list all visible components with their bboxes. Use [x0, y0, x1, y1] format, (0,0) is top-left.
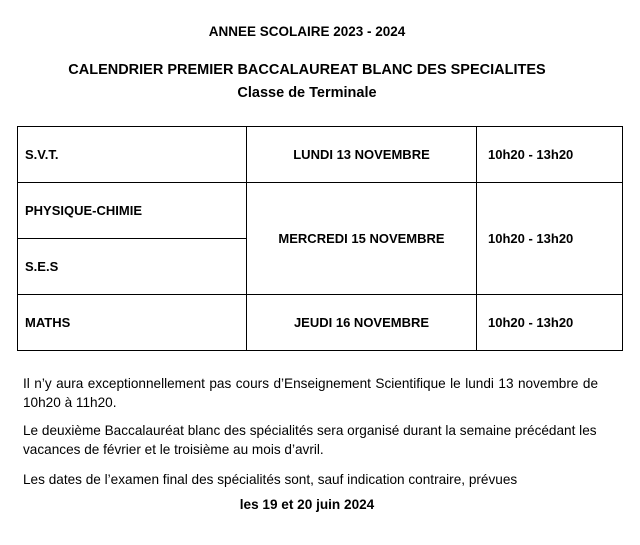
date-cell: LUNDI 13 NOVEMBRE [247, 127, 477, 183]
subject-cell: PHYSIQUE-CHIMIE [18, 183, 247, 239]
final-exam-dates: les 19 et 20 juin 2024 [239, 497, 375, 512]
note-no-class: Il n’y aura exceptionnellement pas cours d’Enseignement Scientifique le lundi 13 novembre de 10h20 à 11h20. [23, 376, 598, 410]
note-final-exam: Les dates de l’examen final des spécialités sont, sauf indication contraire, prévues [23, 472, 518, 487]
table-row [18, 127, 623, 183]
subject-cell: S.V.T. [18, 127, 247, 183]
school-year-heading: ANNEE SCOLAIRE 2023 - 2024 [208, 24, 406, 39]
class-subtitle: Classe de Terminale [237, 85, 377, 101]
subject-cell: MATHS [18, 295, 247, 351]
table-row [18, 295, 623, 351]
note-next-exams: Le deuxième Baccalauréat blanc des spécialités sera organisé durant la semaine précédant les vacances de février et le troisième au mois d’avril. [23, 423, 597, 457]
time-cell: 10h20 - 13h20 [477, 127, 623, 183]
time-cell: 10h20 - 13h20 [477, 295, 623, 351]
date-cell: MERCREDI 15 NOVEMBRE [247, 183, 477, 295]
subject-cell: S.E.S [18, 239, 247, 295]
table-row [18, 183, 623, 239]
time-cell: 10h20 - 13h20 [477, 183, 623, 295]
date-cell: JEUDI 16 NOVEMBRE [247, 295, 477, 351]
page-title: CALENDRIER PREMIER BACCALAUREAT BLANC DES SPECIALITES [68, 62, 546, 78]
exam-schedule-table [17, 126, 623, 351]
